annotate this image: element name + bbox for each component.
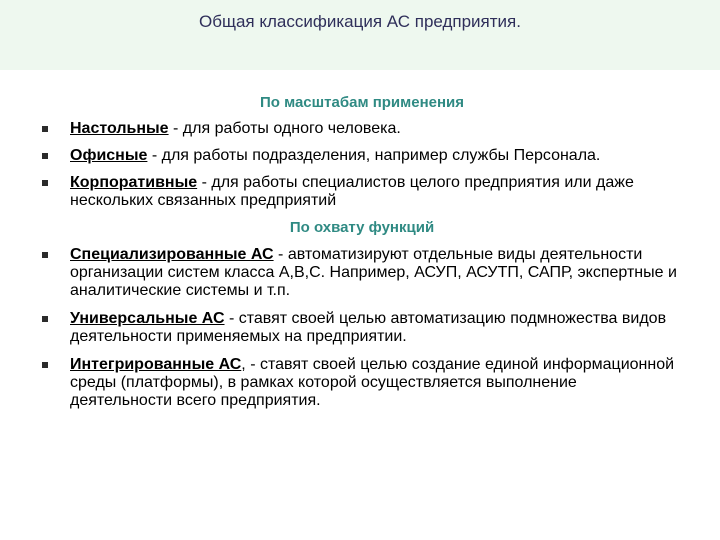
bullet-list-scale xyxy=(42,120,682,210)
section-heading-scale: По масштабам применения xyxy=(259,94,465,111)
list-item xyxy=(42,246,682,300)
term-label: Настольные xyxy=(70,120,169,137)
term-description: - для работы подразделения, например службы Персонала. xyxy=(147,147,601,164)
bullet-square-icon xyxy=(42,126,48,132)
slide-content xyxy=(42,94,682,420)
bullet-square-icon xyxy=(42,362,48,368)
list-item xyxy=(42,310,682,346)
term-label: Офисные xyxy=(70,147,148,164)
list-item xyxy=(42,356,682,410)
term-description: - для работы одного человека. xyxy=(168,120,401,137)
title-band xyxy=(0,0,720,70)
term-description: - ставят своей целью автоматизацию подмножества видов деятельности применяемых на предприятии. xyxy=(70,310,667,345)
list-item xyxy=(42,147,682,165)
slide-title: Общая классификация АС предприятия. xyxy=(199,12,521,31)
bullet-square-icon xyxy=(42,153,48,159)
bullet-square-icon xyxy=(42,316,48,322)
bullet-square-icon xyxy=(42,252,48,258)
list-item xyxy=(42,174,682,210)
term-description: - для работы специалистов целого предприятия или даже нескольких связанных предприятий xyxy=(70,174,634,209)
term-description: - автоматизируют отдельные виды деятельности организации систем класса А,В,С. Например, АСУП, АСУТП, САПР, экспертные и аналитические системы и т.п. xyxy=(70,246,677,299)
term-label: Универсальные АС xyxy=(70,310,225,327)
term-description: , - ставят своей целью создание единой информационной среды (платформы), в рамках которой осуществляется выполнение деятельности всего предприятия. xyxy=(70,356,675,409)
term-label: Корпоративные xyxy=(70,174,198,191)
section-heading-functions: По охвату функций xyxy=(289,219,435,236)
term-label: Специализированные АС xyxy=(70,246,274,263)
bullet-square-icon xyxy=(42,180,48,186)
list-item xyxy=(42,120,682,138)
term-label: Интегрированные АС xyxy=(70,356,242,373)
bullet-list-functions xyxy=(42,246,682,410)
